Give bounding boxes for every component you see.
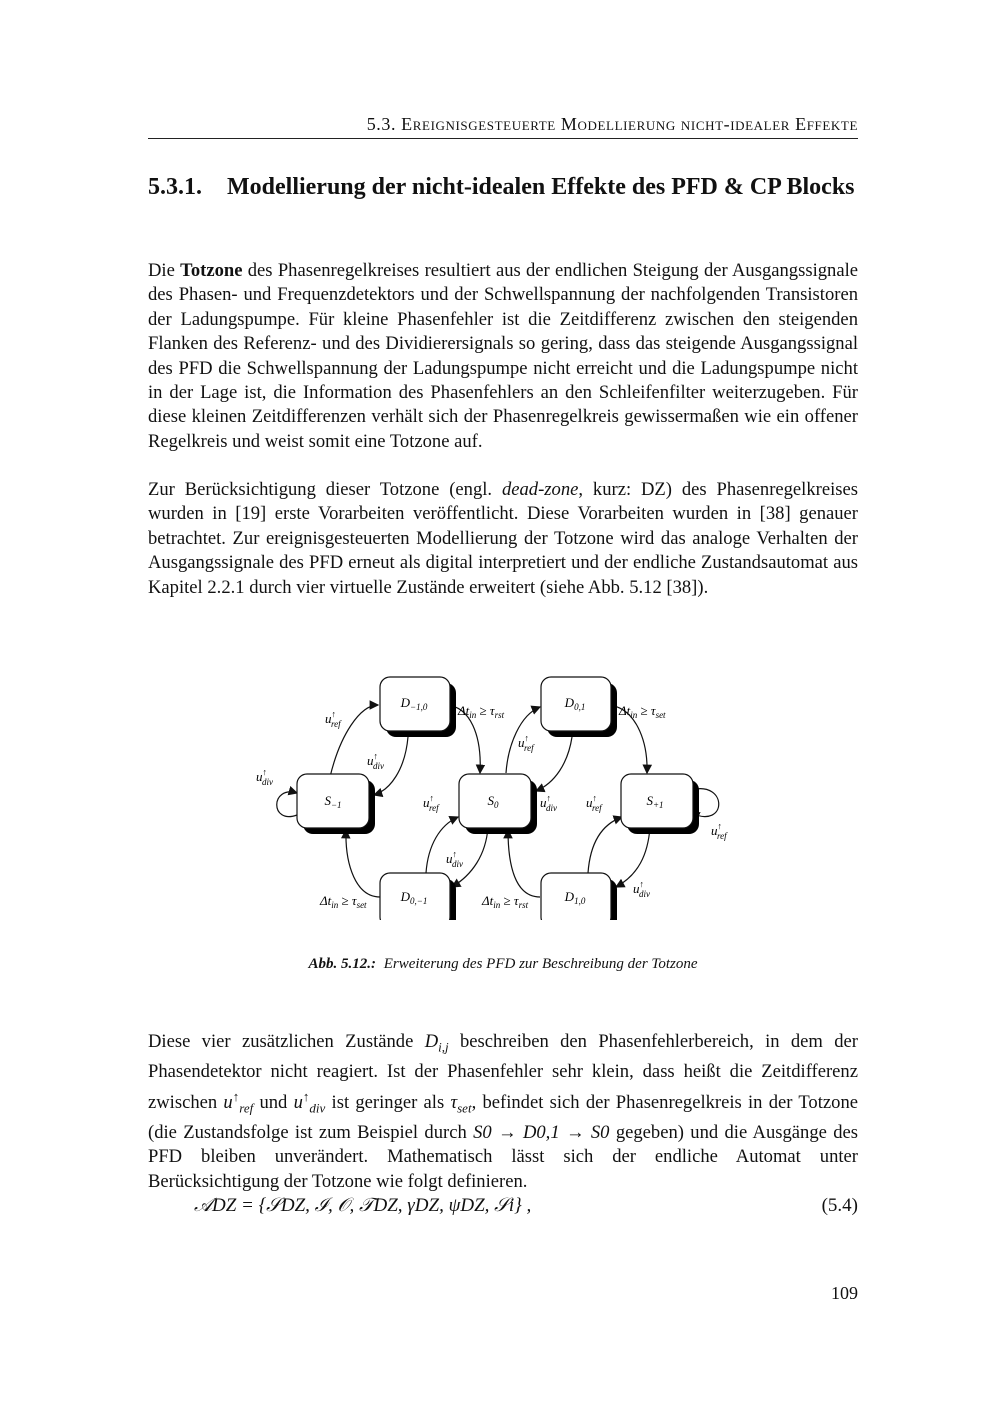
math-state-sequence: S0 → D0,1 → S0 xyxy=(473,1121,610,1143)
paragraph-text: Zur Berücksichtigung dieser Totzone (engl. xyxy=(148,479,502,500)
label-uref: u↑ ref xyxy=(586,793,602,813)
caption-text: Erweiterung des PFD zur Beschreibung der Totzone xyxy=(383,956,698,972)
paragraph-states xyxy=(148,1030,858,1194)
paragraph-text: Diese vier zusätzlichen Zustände xyxy=(148,1031,425,1052)
arrow-d10-to-s1 xyxy=(588,817,622,873)
state-label: $S_{-1}$ xyxy=(324,793,342,810)
bold-term: Totzone xyxy=(180,260,243,281)
state-d-0-minus1 xyxy=(380,873,456,920)
figure-caption xyxy=(148,956,858,973)
state-d-1-0 xyxy=(541,873,617,920)
paragraph-dead-zone xyxy=(148,478,858,600)
paragraph-text: des Phasenregelkreises resultiert aus der endlichen Steigung der Ausgangssignale des Phasen- und Frequenzdetektors und der Schwellspannung der nachfolgenden Transistoren der Ladungspumpe. Für kleine Phasenfehler ist die Zeitdifferenz zwischen den steigenden Flanken des Referenz- und des Dividierersignals so gering, dass das steigende Ausgangssignal des PFD die Schwellspannung der Ladungspumpe nicht erreicht und die Ladungspumpe nicht in der Lage ist, die Information des Phasenfehlers an den Schleifenfilter weiterzugeben. Für diese kleinen Zeitdifferenzen verhält sich der Phasenregelkreis gewissermaßen wie ein offener Regelkreis und weist somit eine Totzone auf. xyxy=(148,260,858,452)
state-label: $D_{1,0}$ xyxy=(564,889,586,906)
selfloop-s-1 xyxy=(277,792,297,817)
state-d-0-1 xyxy=(541,677,617,737)
state-s0 xyxy=(459,774,537,834)
paragraph-totzone xyxy=(148,259,858,454)
arrow-s1-to-d10 xyxy=(616,827,650,887)
equation-5-4 xyxy=(148,1195,858,1225)
label-dt-set: $\Delta t_{in} \ge \tau_{set}$ xyxy=(320,893,367,910)
arrow-d10-to-s0 xyxy=(508,830,540,897)
equation-body: 𝒜DZ = {𝒮DZ, ℐ, 𝒪, 𝒯DZ, γDZ, ψDZ, 𝒮i} , xyxy=(194,1195,532,1216)
label-dt-rst: $\Delta t_{in} \ge \tau_{rst}$ xyxy=(458,703,505,720)
label-dt-set: $\Delta t_{in} \ge \tau_{set}$ xyxy=(619,703,666,720)
state-s-plus1 xyxy=(621,774,699,834)
math-udiv: $u^↑_{div}$ xyxy=(293,1088,326,1116)
section-heading xyxy=(148,172,858,203)
arrow-d0-1-to-s-1 xyxy=(346,830,380,897)
arrow-d01-to-s0 xyxy=(536,737,572,791)
caption-label: Abb. 5.12.: xyxy=(308,956,376,972)
math-dij: $D_{i,j}$ xyxy=(424,1031,449,1055)
label-udiv: u↑ div xyxy=(540,793,557,813)
paragraph-text: Die xyxy=(148,260,181,281)
state-label: $S_{+1}$ xyxy=(646,793,664,810)
paragraph-text: , kurz: DZ) des Phasenregelkreises wurden in [19] erste Vorarbeiten veröffentlicht. Diese Vorarbeiten wurden in [38] genauer betrachtet. Zur ereignisgesteuerten Modellierung der Totzone wird das analoge Verhalten der Ausgangssignale des PFD erneut als digital interpretiert und der endliche Zustandsautomat aus Kapitel 2.2.1 durch vier virtuelle Zustände erweitert (siehe Abb. 5.12 [38]). xyxy=(148,479,858,598)
state-label: $D_{0,1}$ xyxy=(564,695,586,712)
label-uref: u↑ ref xyxy=(325,709,341,729)
label-udiv: u↑ div xyxy=(446,849,463,869)
math-tau-set: $\tau_{set}$ xyxy=(450,1091,472,1116)
arrow-s0-to-d0-1 xyxy=(452,827,488,887)
paragraph-text: gegeben) und die Ausgänge des PFD bleiben unverändert. Mathematisch lässt sich der endliche Automat unter Berücksichtigung der Totzone wie folgt definieren. xyxy=(148,1121,859,1192)
label-udiv: u↑ div xyxy=(256,767,273,787)
label-dt-rst: $\Delta t_{in} \ge \tau_{rst}$ xyxy=(482,893,529,910)
label-uref: u↑ ref xyxy=(711,821,727,841)
running-header-title: 5.3. Ereignisgesteuerte Modellierung nicht-idealer Effekte xyxy=(366,114,858,134)
label-udiv: u↑ div xyxy=(633,879,650,899)
math-uref: $u^↑_{ref}$ xyxy=(223,1088,254,1116)
state-label: $D_{-1,0}$ xyxy=(400,695,428,712)
equation-number: (5.4) xyxy=(821,1195,858,1216)
paragraph-text: , befindet sich der Phasenregelkreis in der Totzone (die Zustandsfolge ist zum Beispiel durch xyxy=(148,1091,858,1143)
state-label: $D_{0,-1}$ xyxy=(400,889,428,906)
section-number: 5.3.1. xyxy=(148,174,202,200)
running-header xyxy=(148,114,858,139)
paragraph-text: ist geringer als xyxy=(325,1091,451,1113)
paragraph-text: und xyxy=(253,1091,294,1113)
italic-term: dead-zone xyxy=(501,479,579,500)
label-uref: u↑ ref xyxy=(518,733,534,753)
paragraph-text: beschreiben den Phasenfehlerbereich, in dem der Phasendetektor nicht reagiert. Ist der Phasenfehler sehr klein, dass heißt die Zeitdifferenz zwischen xyxy=(148,1031,858,1113)
section-title: Modellierung der nicht-idealen Effekte des PFD & CP Blocks xyxy=(227,174,855,200)
state-diagram xyxy=(250,665,750,920)
state-d-minus1-0 xyxy=(380,677,456,737)
state-label: $S_0$ xyxy=(487,793,499,810)
state-s-minus1 xyxy=(297,774,375,834)
label-uref: u↑ ref xyxy=(423,793,439,813)
page-number: 109 xyxy=(831,1283,858,1303)
label-udiv: u↑ div xyxy=(367,751,384,771)
state-diagram-figure xyxy=(250,665,750,920)
